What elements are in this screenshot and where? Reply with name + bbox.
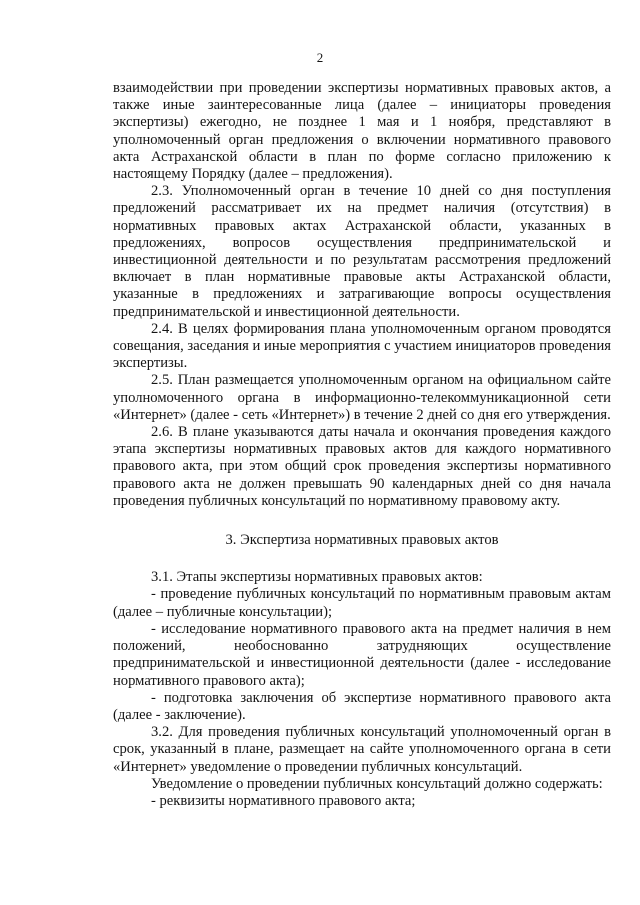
list-item-requisites: - реквизиты нормативного правового акта; xyxy=(151,792,416,809)
paragraph-3-2: 3.2. Для проведения публичных консультаций уполномоченный орган в срок, указанный в плане, размещает на сайте уполномоченного органа в сети «Интернет» уведомление о проведении публичных консультаций. xyxy=(113,724,611,775)
list-item-conclusion: - подготовка заключения об экспертизе нормативного правового акта (далее - заключение). xyxy=(113,689,611,723)
document-body xyxy=(113,80,611,810)
list-item-public-consultations: - проведение публичных консультаций по нормативным правовым актам (далее – публичные консультации); xyxy=(113,586,611,620)
paragraph-notice-content: Уведомление о проведении публичных консультаций должно содержать: xyxy=(151,775,603,792)
section-heading: 3. Экспертиза нормативных правовых актов xyxy=(225,532,499,549)
paragraph-2-4: 2.4. В целях формирования плана уполномоченным органом проводятся совещания, заседания и иные мероприятия с участием инициаторов проведения экспертизы. xyxy=(113,320,611,372)
paragraph-2-5: 2.5. План размещается уполномоченным органом на официальном сайте уполномоченного органа в информационно-телекоммуникационной сети «Интернет» (далее - сеть «Интернет») в течение 2 дней со дня его утверждения. xyxy=(113,372,611,423)
list-item-research: - исследование нормативного правового акта на предмет наличия в нем положений, необоснованно затрудняющих осуществление предпринимательской и инвестиционной деятельности (далее - исследование нормативного правового акта); xyxy=(113,620,611,689)
paragraph-2-3: 2.3. Уполномоченный орган в течение 10 дней со дня поступления предложений рассматривает их на предмет наличия (отсутствия) в нормативных правовых актах Астраханской области, указанных в предложениях, вопросов осуществления предпринимательской и инвестиционной деятельности и по результатам рассмотрения предложений включает в план нормативные правовые акты Астраханской области, указанные в предложениях и затрагивающие вопросы осуществления предпринимательской и инвестиционной деятельности. xyxy=(113,183,611,320)
paragraph-initiators: взаимодействии при проведении экспертизы нормативных правовых актов, а также иные заинтересованные лица (далее – инициаторы проведения экспертизы) ежегодно, не позднее 1 мая и 1 ноября, представляют в уполномоченный орган предложения о включении нормативного правового акта Астраханской области в план по форме согласно приложению к настоящему Порядку (далее – предложения). xyxy=(113,80,611,183)
paragraph-3-1: 3.1. Этапы экспертизы нормативных правовых актов: xyxy=(151,569,483,586)
paragraph-2-6: 2.6. В плане указываются даты начала и окончания проведения каждого этапа экспертизы нормативных правовых актов для каждого нормативного правового акта, при этом общий срок проведения экспертизы нормативного правового акта не должен превышать 90 календарных дней со дня начала проведения публичных консультаций по нормативному правовому акту. xyxy=(113,424,611,509)
page-number: 2 xyxy=(316,50,324,65)
